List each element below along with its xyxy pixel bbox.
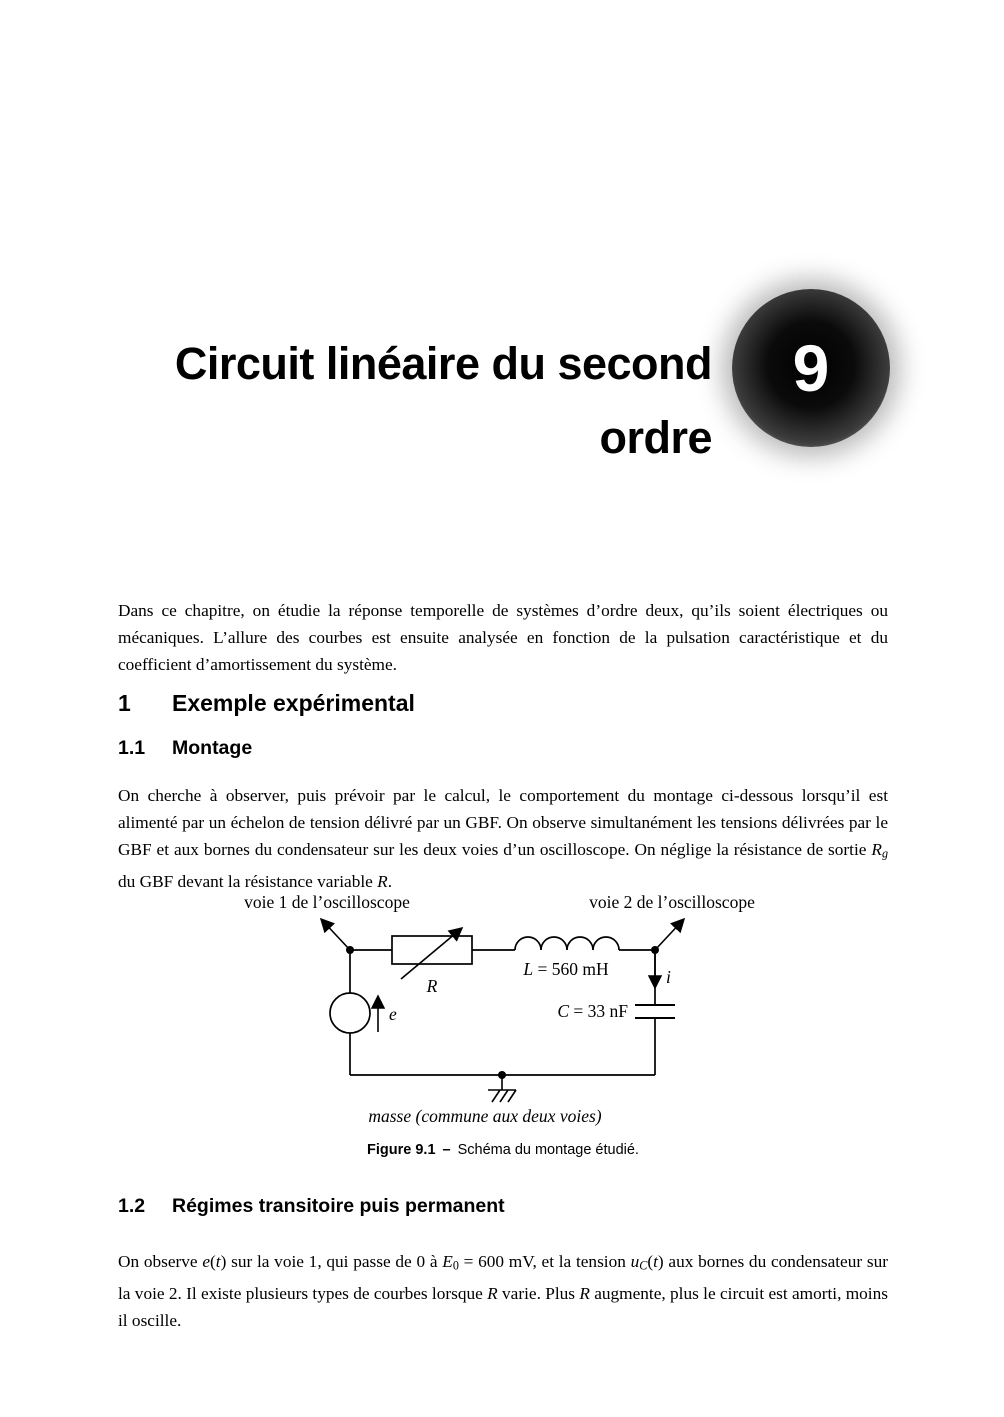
chapter-title bbox=[120, 327, 712, 475]
regimes-paragraph: On observe e(t) sur la voie 1, qui passe de 0 à E0 = 600 mV, et la tension uC(t) aux bornes du condensateur sur la voie 2. Il existe plusieurs types de courbes lorsque R varie. Plus R augmente, plus le circuit est amorti, moins il oscille. bbox=[118, 1252, 888, 1330]
resistor-label: R bbox=[426, 976, 438, 996]
ground-symbol bbox=[488, 1075, 516, 1102]
probe-arrow-voie1 bbox=[321, 919, 350, 950]
chapter-title-line2: ordre bbox=[599, 412, 712, 463]
subsection-number: 1.2 bbox=[118, 1195, 146, 1217]
subsection-title: Régimes transitoire puis permanent bbox=[172, 1195, 505, 1217]
resistor-symbol bbox=[392, 936, 472, 964]
node-dot-right bbox=[651, 946, 659, 954]
chapter-number: 9 bbox=[792, 331, 830, 405]
section-title: Exemple expérimental bbox=[172, 690, 415, 716]
inductor-label: L = 560 mH bbox=[523, 959, 609, 979]
figure-caption bbox=[118, 1142, 888, 1158]
ground-label: masse (commune aux deux voies) bbox=[368, 1106, 602, 1126]
source-symbol bbox=[330, 993, 370, 1033]
figure-caption-separator: – bbox=[442, 1142, 451, 1158]
source-label: e bbox=[389, 1004, 397, 1024]
inductor-symbol bbox=[515, 937, 619, 950]
intro-paragraph: Dans ce chapitre, on étudie la réponse temporelle de systèmes d’ordre deux, qu’ils soient électriques ou mécaniques. L’allure des courbes est ensuite analysée en fonction de la pulsation caractéristique et du coefficient d’amortissement du système. bbox=[118, 601, 888, 675]
probe-label-voie2: voie 2 de l’oscilloscope bbox=[589, 892, 755, 912]
chapter-number-badge bbox=[732, 289, 890, 447]
figure-caption-label: Figure 9.1 bbox=[367, 1142, 436, 1158]
section-number: 1 bbox=[118, 690, 131, 716]
capacitor-symbol bbox=[635, 1005, 675, 1018]
subsection-title: Montage bbox=[172, 737, 253, 759]
probe-label-voie1: voie 1 de l’oscilloscope bbox=[244, 892, 410, 912]
subsection-number: 1.1 bbox=[118, 737, 146, 759]
section-heading-1-2 bbox=[118, 1195, 505, 1218]
chapter-title-line1: Circuit linéaire du second bbox=[174, 338, 712, 389]
current-label: i bbox=[666, 967, 671, 987]
section-heading-1 bbox=[118, 690, 415, 717]
probe-arrow-voie2 bbox=[655, 919, 684, 950]
figure-caption-text: Schéma du montage étudié. bbox=[457, 1142, 639, 1158]
section-heading-1-1 bbox=[118, 737, 252, 760]
node-dot-ground bbox=[498, 1071, 506, 1079]
capacitor-label: C = 33 nF bbox=[557, 1001, 628, 1021]
montage-paragraph: On cherche à observer, puis prévoir par le calcul, le comportement du montage ci-dessous lorsqu’il est alimenté par un échelon de tension délivré par un GBF. On observe simultanément les tensions délivrées par le GBF et aux bornes du condensateur sur les deux voies d’un oscilloscope. On néglige la résistance de sortie Rg du GBF devant la résistance variable R. bbox=[118, 786, 888, 891]
node-dot-left bbox=[346, 946, 354, 954]
circuit-diagram bbox=[100, 888, 910, 1138]
